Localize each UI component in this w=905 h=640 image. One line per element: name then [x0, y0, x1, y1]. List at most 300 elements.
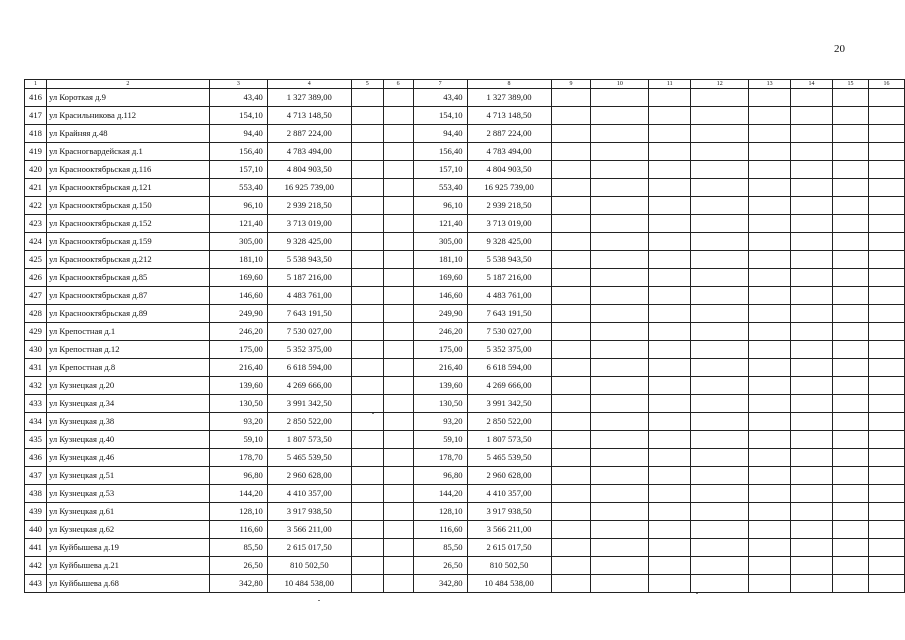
address-cell: ул Кузнецкая д.20	[46, 377, 209, 395]
row-number: 429	[25, 323, 47, 341]
area-cell: 121,40	[209, 215, 267, 233]
empty-cell	[868, 485, 904, 503]
empty-cell	[591, 485, 649, 503]
empty-cell	[351, 341, 383, 359]
empty-cell	[868, 323, 904, 341]
column-number: 8	[467, 80, 551, 89]
table-row	[25, 143, 905, 161]
table-row	[25, 575, 905, 593]
cost-cell-2: 2 960 628,00	[467, 467, 551, 485]
empty-cell	[791, 521, 833, 539]
empty-cell	[649, 107, 691, 125]
cost-cell: 4 410 357,00	[267, 485, 351, 503]
empty-cell	[749, 467, 791, 485]
empty-cell	[551, 305, 591, 323]
address-cell: ул Краснооктябрьская д.89	[46, 305, 209, 323]
empty-cell	[791, 467, 833, 485]
cost-cell: 3 566 211,00	[267, 521, 351, 539]
address-cell: ул Краснооктябрьская д.85	[46, 269, 209, 287]
empty-cell	[791, 215, 833, 233]
address-cell: ул Куйбышева д.21	[46, 557, 209, 575]
address-cell: ул Крепостная д.8	[46, 359, 209, 377]
empty-cell	[749, 269, 791, 287]
column-number: 6	[383, 80, 413, 89]
empty-cell	[351, 197, 383, 215]
empty-cell	[649, 179, 691, 197]
empty-cell	[749, 305, 791, 323]
address-cell: ул Краснооктябрьская д.87	[46, 287, 209, 305]
empty-cell	[551, 359, 591, 377]
empty-cell	[791, 557, 833, 575]
empty-cell	[749, 143, 791, 161]
empty-cell	[868, 521, 904, 539]
empty-cell	[832, 89, 868, 107]
cost-cell-2: 10 484 538,00	[467, 575, 551, 593]
area-cell-2: 130,50	[413, 395, 467, 413]
empty-cell	[691, 197, 749, 215]
empty-cell	[383, 305, 413, 323]
column-number: 3	[209, 80, 267, 89]
empty-cell	[649, 287, 691, 305]
area-cell: 93,20	[209, 413, 267, 431]
empty-cell	[551, 323, 591, 341]
row-number: 426	[25, 269, 47, 287]
area-cell-2: 96,10	[413, 197, 467, 215]
empty-cell	[591, 359, 649, 377]
cost-cell: 5 538 943,50	[267, 251, 351, 269]
cost-cell: 4 483 761,00	[267, 287, 351, 305]
empty-cell	[383, 449, 413, 467]
table-row	[25, 467, 905, 485]
address-cell: ул Красногвардейская д.1	[46, 143, 209, 161]
empty-cell	[691, 503, 749, 521]
area-cell-2: 96,80	[413, 467, 467, 485]
empty-cell	[351, 89, 383, 107]
empty-cell	[791, 269, 833, 287]
empty-cell	[868, 575, 904, 593]
empty-cell	[749, 323, 791, 341]
empty-cell	[832, 287, 868, 305]
empty-cell	[351, 305, 383, 323]
column-number-row	[25, 80, 905, 89]
cost-cell-2: 2 850 522,00	[467, 413, 551, 431]
column-number: 13	[749, 80, 791, 89]
scan-speck	[318, 600, 320, 601]
empty-cell	[551, 161, 591, 179]
empty-cell	[591, 161, 649, 179]
row-number: 433	[25, 395, 47, 413]
empty-cell	[383, 377, 413, 395]
cost-cell-2: 3 917 938,50	[467, 503, 551, 521]
empty-cell	[591, 377, 649, 395]
area-cell: 169,60	[209, 269, 267, 287]
empty-cell	[749, 341, 791, 359]
cost-cell: 2 887 224,00	[267, 125, 351, 143]
empty-cell	[691, 467, 749, 485]
address-cell: ул Куйбышева д.19	[46, 539, 209, 557]
area-cell-2: 342,80	[413, 575, 467, 593]
empty-cell	[351, 485, 383, 503]
empty-cell	[591, 341, 649, 359]
cost-cell-2: 4 713 148,50	[467, 107, 551, 125]
empty-cell	[791, 323, 833, 341]
empty-cell	[591, 431, 649, 449]
row-number: 423	[25, 215, 47, 233]
area-cell-2: 216,40	[413, 359, 467, 377]
address-cell: ул Кузнецкая д.40	[46, 431, 209, 449]
empty-cell	[551, 377, 591, 395]
column-number: 2	[46, 80, 209, 89]
empty-cell	[351, 287, 383, 305]
empty-cell	[691, 557, 749, 575]
cost-cell: 16 925 739,00	[267, 179, 351, 197]
empty-cell	[832, 179, 868, 197]
empty-cell	[649, 575, 691, 593]
area-cell: 246,20	[209, 323, 267, 341]
area-cell: 305,00	[209, 233, 267, 251]
empty-cell	[791, 539, 833, 557]
row-number: 436	[25, 449, 47, 467]
empty-cell	[383, 341, 413, 359]
empty-cell	[868, 89, 904, 107]
empty-cell	[649, 233, 691, 251]
empty-cell	[551, 287, 591, 305]
empty-cell	[691, 251, 749, 269]
empty-cell	[832, 215, 868, 233]
cost-cell-2: 4 410 357,00	[467, 485, 551, 503]
empty-cell	[749, 557, 791, 575]
area-cell-2: 139,60	[413, 377, 467, 395]
area-cell: 249,90	[209, 305, 267, 323]
empty-cell	[383, 557, 413, 575]
empty-cell	[749, 575, 791, 593]
empty-cell	[383, 395, 413, 413]
area-cell-2: 305,00	[413, 233, 467, 251]
empty-cell	[749, 431, 791, 449]
empty-cell	[791, 251, 833, 269]
table-row	[25, 395, 905, 413]
empty-cell	[749, 125, 791, 143]
empty-cell	[791, 413, 833, 431]
empty-cell	[551, 503, 591, 521]
empty-cell	[791, 197, 833, 215]
row-number: 437	[25, 467, 47, 485]
cost-cell: 10 484 538,00	[267, 575, 351, 593]
empty-cell	[832, 197, 868, 215]
empty-cell	[383, 503, 413, 521]
empty-cell	[691, 521, 749, 539]
empty-cell	[351, 233, 383, 251]
empty-cell	[383, 521, 413, 539]
row-number: 439	[25, 503, 47, 521]
row-number: 420	[25, 161, 47, 179]
empty-cell	[591, 521, 649, 539]
empty-cell	[591, 125, 649, 143]
empty-cell	[383, 359, 413, 377]
empty-cell	[551, 413, 591, 431]
empty-cell	[591, 143, 649, 161]
column-number: 16	[868, 80, 904, 89]
empty-cell	[791, 143, 833, 161]
empty-cell	[832, 557, 868, 575]
empty-cell	[551, 395, 591, 413]
empty-cell	[868, 215, 904, 233]
area-cell: 128,10	[209, 503, 267, 521]
empty-cell	[649, 197, 691, 215]
empty-cell	[383, 233, 413, 251]
area-cell-2: 146,60	[413, 287, 467, 305]
empty-cell	[832, 341, 868, 359]
area-cell: 139,60	[209, 377, 267, 395]
empty-cell	[691, 287, 749, 305]
area-cell: 553,40	[209, 179, 267, 197]
empty-cell	[551, 269, 591, 287]
empty-cell	[551, 89, 591, 107]
empty-cell	[868, 233, 904, 251]
cost-cell-2: 2 615 017,50	[467, 539, 551, 557]
empty-cell	[749, 377, 791, 395]
empty-cell	[832, 359, 868, 377]
empty-cell	[791, 305, 833, 323]
empty-cell	[791, 377, 833, 395]
area-cell: 144,20	[209, 485, 267, 503]
empty-cell	[749, 107, 791, 125]
table-row	[25, 269, 905, 287]
empty-cell	[868, 341, 904, 359]
area-cell-2: 157,10	[413, 161, 467, 179]
empty-cell	[383, 287, 413, 305]
area-cell: 26,50	[209, 557, 267, 575]
cost-cell-2: 9 328 425,00	[467, 233, 551, 251]
empty-cell	[691, 107, 749, 125]
row-number: 428	[25, 305, 47, 323]
empty-cell	[691, 539, 749, 557]
empty-cell	[649, 125, 691, 143]
empty-cell	[551, 179, 591, 197]
area-cell-2: 128,10	[413, 503, 467, 521]
scan-speck	[372, 413, 374, 414]
cost-cell-2: 810 502,50	[467, 557, 551, 575]
empty-cell	[691, 395, 749, 413]
table-row	[25, 305, 905, 323]
address-cell: ул Краснооктябрьская д.121	[46, 179, 209, 197]
cost-cell: 5 465 539,50	[267, 449, 351, 467]
area-cell: 175,00	[209, 341, 267, 359]
cost-cell: 2 850 522,00	[267, 413, 351, 431]
table-row	[25, 539, 905, 557]
empty-cell	[551, 143, 591, 161]
empty-cell	[791, 359, 833, 377]
empty-cell	[383, 431, 413, 449]
cost-cell-2: 3 566 211,00	[467, 521, 551, 539]
empty-cell	[551, 233, 591, 251]
cost-cell-2: 6 618 594,00	[467, 359, 551, 377]
empty-cell	[832, 539, 868, 557]
table-row	[25, 89, 905, 107]
empty-cell	[832, 269, 868, 287]
empty-cell	[591, 269, 649, 287]
empty-cell	[551, 485, 591, 503]
cost-cell: 810 502,50	[267, 557, 351, 575]
table-body	[25, 80, 905, 593]
empty-cell	[649, 557, 691, 575]
empty-cell	[691, 575, 749, 593]
empty-cell	[551, 467, 591, 485]
row-number: 443	[25, 575, 47, 593]
empty-cell	[383, 161, 413, 179]
empty-cell	[649, 467, 691, 485]
empty-cell	[591, 323, 649, 341]
empty-cell	[791, 287, 833, 305]
empty-cell	[649, 215, 691, 233]
empty-cell	[749, 215, 791, 233]
area-cell-2: 553,40	[413, 179, 467, 197]
empty-cell	[649, 431, 691, 449]
empty-cell	[591, 395, 649, 413]
empty-cell	[691, 125, 749, 143]
empty-cell	[591, 89, 649, 107]
empty-cell	[691, 323, 749, 341]
row-number: 432	[25, 377, 47, 395]
empty-cell	[649, 323, 691, 341]
empty-cell	[551, 197, 591, 215]
empty-cell	[691, 215, 749, 233]
empty-cell	[383, 575, 413, 593]
empty-cell	[649, 341, 691, 359]
address-cell: ул Краснооктябрьская д.212	[46, 251, 209, 269]
empty-cell	[551, 341, 591, 359]
cost-cell-2: 1 807 573,50	[467, 431, 551, 449]
empty-cell	[749, 233, 791, 251]
empty-cell	[868, 503, 904, 521]
empty-cell	[591, 179, 649, 197]
scan-speck	[696, 593, 698, 594]
empty-cell	[691, 269, 749, 287]
empty-cell	[749, 413, 791, 431]
cost-cell: 4 783 494,00	[267, 143, 351, 161]
address-cell: ул Краснооктябрьская д.150	[46, 197, 209, 215]
area-cell: 154,10	[209, 107, 267, 125]
empty-cell	[791, 89, 833, 107]
empty-cell	[351, 251, 383, 269]
empty-cell	[868, 161, 904, 179]
table-row	[25, 449, 905, 467]
empty-cell	[791, 341, 833, 359]
area-cell-2: 121,40	[413, 215, 467, 233]
area-cell: 157,10	[209, 161, 267, 179]
area-cell: 178,70	[209, 449, 267, 467]
column-number: 9	[551, 80, 591, 89]
column-number: 14	[791, 80, 833, 89]
cost-cell: 3 991 342,50	[267, 395, 351, 413]
table-row	[25, 359, 905, 377]
empty-cell	[749, 539, 791, 557]
empty-cell	[691, 449, 749, 467]
row-number: 424	[25, 233, 47, 251]
area-cell-2: 26,50	[413, 557, 467, 575]
cost-cell: 7 530 027,00	[267, 323, 351, 341]
empty-cell	[591, 503, 649, 521]
cost-cell-2: 5 352 375,00	[467, 341, 551, 359]
empty-cell	[351, 377, 383, 395]
table-row	[25, 179, 905, 197]
row-number: 440	[25, 521, 47, 539]
empty-cell	[832, 521, 868, 539]
column-number: 12	[691, 80, 749, 89]
area-cell-2: 181,10	[413, 251, 467, 269]
address-cell: ул Краснооктябрьская д.159	[46, 233, 209, 251]
address-cell: ул Кузнецкая д.38	[46, 413, 209, 431]
empty-cell	[868, 287, 904, 305]
cost-cell-2: 4 483 761,00	[467, 287, 551, 305]
empty-cell	[383, 197, 413, 215]
page-number: 20	[834, 43, 845, 55]
empty-cell	[649, 269, 691, 287]
cost-cell: 7 643 191,50	[267, 305, 351, 323]
area-cell: 116,60	[209, 521, 267, 539]
table-row	[25, 107, 905, 125]
empty-cell	[649, 485, 691, 503]
empty-cell	[351, 161, 383, 179]
area-cell: 216,40	[209, 359, 267, 377]
empty-cell	[868, 125, 904, 143]
empty-cell	[591, 413, 649, 431]
area-cell: 181,10	[209, 251, 267, 269]
empty-cell	[351, 179, 383, 197]
cost-cell: 4 269 666,00	[267, 377, 351, 395]
area-cell: 94,40	[209, 125, 267, 143]
empty-cell	[832, 575, 868, 593]
table-row	[25, 251, 905, 269]
empty-cell	[832, 305, 868, 323]
empty-cell	[551, 125, 591, 143]
cost-cell: 4 713 148,50	[267, 107, 351, 125]
empty-cell	[551, 557, 591, 575]
empty-cell	[791, 575, 833, 593]
empty-cell	[649, 539, 691, 557]
empty-cell	[691, 179, 749, 197]
empty-cell	[832, 233, 868, 251]
empty-cell	[383, 143, 413, 161]
empty-cell	[351, 323, 383, 341]
column-number: 11	[649, 80, 691, 89]
cost-cell-2: 2 939 218,50	[467, 197, 551, 215]
row-number: 416	[25, 89, 47, 107]
empty-cell	[649, 359, 691, 377]
empty-cell	[591, 107, 649, 125]
empty-cell	[691, 377, 749, 395]
area-cell: 156,40	[209, 143, 267, 161]
empty-cell	[591, 305, 649, 323]
cost-cell: 2 960 628,00	[267, 467, 351, 485]
empty-cell	[351, 575, 383, 593]
empty-cell	[832, 161, 868, 179]
row-number: 417	[25, 107, 47, 125]
empty-cell	[749, 89, 791, 107]
empty-cell	[691, 413, 749, 431]
table-row	[25, 377, 905, 395]
empty-cell	[868, 251, 904, 269]
empty-cell	[749, 161, 791, 179]
empty-cell	[749, 359, 791, 377]
empty-cell	[551, 107, 591, 125]
row-number: 418	[25, 125, 47, 143]
empty-cell	[591, 251, 649, 269]
empty-cell	[691, 485, 749, 503]
empty-cell	[383, 485, 413, 503]
empty-cell	[868, 377, 904, 395]
cost-cell-2: 2 887 224,00	[467, 125, 551, 143]
